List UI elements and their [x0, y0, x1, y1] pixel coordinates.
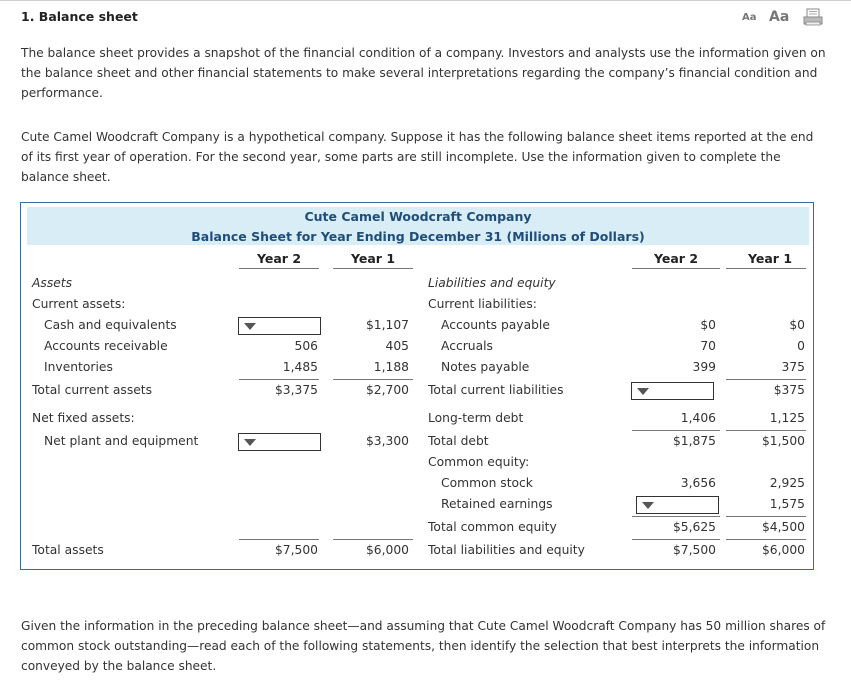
accounts-payable-year2: $0 [700, 318, 716, 332]
cash-year2-dropdown[interactable] [238, 317, 321, 335]
tcl-year1-rule [726, 379, 806, 380]
total-debt-year2: $1,875 [672, 434, 716, 448]
ta-year1-rule [333, 539, 413, 540]
td-year2-rule [632, 430, 720, 431]
cash-label: Cash and equivalents [44, 318, 177, 332]
plant-equipment-label: Net plant and equipment [44, 434, 199, 448]
current-assets-heading: Current assets: [32, 297, 126, 311]
intro-paragraph-1: The balance sheet provides a snapshot of the financial condition of a company. Investors and analysts use the information given on the balance sheet and other financial statements to make several interpretations regarding the company’s financial condition and performance. [21, 46, 826, 100]
chevron-down-icon [637, 388, 649, 395]
tce-year1-rule [726, 516, 806, 517]
total-current-liabilities-label: Total current liabilities [428, 383, 564, 397]
inventories-year1: 1,188 [373, 360, 409, 374]
notes-payable-year1: 375 [781, 360, 805, 374]
common-stock-year1: 2,925 [769, 476, 805, 490]
header-divider [0, 0, 851, 1]
receivables-label: Accounts receivable [44, 339, 168, 353]
accruals-year1: 0 [797, 339, 805, 353]
cash-year1: $1,107 [365, 318, 409, 332]
company-name: Cute Camel Woodcraft Company [304, 209, 532, 224]
font-size-large-button[interactable]: Aa [769, 9, 790, 25]
intro-paragraph-2: Cute Camel Woodcraft Company is a hypothetical company. Suppose it has the following balance sheet items reported at the end of its first year of operation. For the second year, some parts are still incomplete. Use the information given to complete the balance sheet. [21, 130, 814, 184]
total-liabilities-equity-label: Total liabilities and equity [428, 543, 585, 557]
tle-year2-rule [632, 539, 720, 540]
total-liabilities-equity-year2: $7,500 [672, 543, 716, 557]
total-debt-label: Total debt [428, 434, 489, 448]
accounts-payable-label: Accounts payable [441, 318, 550, 332]
notes-payable-year2: 399 [692, 360, 716, 374]
total-current-assets-label: Total current assets [32, 383, 153, 397]
left-col-year1-underline [333, 268, 413, 269]
question-title: 1. Balance sheet [21, 9, 138, 24]
retained-earnings-year1: 1,575 [769, 497, 805, 511]
chevron-down-icon [642, 502, 654, 509]
left-col-year1-header: Year 1 [350, 251, 396, 266]
assets-heading: Assets [32, 276, 73, 290]
total-debt-year1: $1,500 [761, 434, 805, 448]
plant-year1: $3,300 [365, 434, 409, 448]
right-col-year2-underline [632, 268, 720, 269]
right-col-year1-underline [726, 268, 806, 269]
total-assets-label: Total assets [32, 543, 104, 557]
current-liabilities-heading: Current liabilities: [428, 297, 537, 311]
tle-year1-rule [726, 539, 806, 540]
accounts-payable-year1: $0 [789, 318, 805, 332]
total-current-liabilities-year2-dropdown[interactable] [631, 382, 714, 400]
accruals-label: Accruals [441, 339, 493, 353]
sheet-period: Balance Sheet for Year Ending December 31 (Millions of Dollars) [191, 229, 645, 244]
long-term-debt-year2: 1,406 [680, 411, 716, 425]
liabilities-equity-heading: Liabilities and equity [428, 276, 556, 290]
chevron-down-icon [244, 323, 256, 330]
receivables-year1: 405 [385, 339, 409, 353]
td-year1-rule [726, 430, 806, 431]
total-assets-year2: $7,500 [274, 543, 318, 557]
retained-earnings-label: Retained earnings [441, 497, 553, 511]
printer-icon[interactable] [803, 8, 823, 26]
net-fixed-assets-heading: Net fixed assets: [32, 411, 135, 425]
inventories-label: Inventories [44, 360, 113, 374]
total-common-equity-year1: $4,500 [761, 520, 805, 534]
notes-payable-label: Notes payable [441, 360, 530, 374]
total-assets-year1: $6,000 [365, 543, 409, 557]
tca-year2-rule [239, 379, 319, 380]
font-size-small-button[interactable]: Aa [742, 12, 757, 23]
tca-year1-rule [333, 379, 413, 380]
inventories-year2: 1,485 [282, 360, 318, 374]
total-liabilities-equity-year1: $6,000 [761, 543, 805, 557]
long-term-debt-label: Long-term debt [428, 411, 524, 425]
long-term-debt-year1: 1,125 [769, 411, 805, 425]
total-current-assets-year2: $3,375 [274, 383, 318, 397]
chevron-down-icon [244, 439, 256, 446]
ta-year2-rule [239, 539, 319, 540]
retained-earnings-year2-dropdown[interactable] [636, 496, 719, 514]
followup-paragraph: Given the information in the preceding balance sheet—and assuming that Cute Camel Woodcraft Company has 50 million shares of common stock outstanding—read each of the following statements, then identify the selection that best interprets the information conveyed by the balance sheet. [21, 619, 826, 673]
total-current-assets-year1: $2,700 [365, 383, 409, 397]
left-col-year2-underline [239, 268, 319, 269]
common-stock-label: Common stock [441, 476, 533, 490]
plant-year2-dropdown[interactable] [238, 433, 321, 451]
right-col-year1-header: Year 1 [747, 251, 793, 266]
total-common-equity-year2: $5,625 [672, 520, 716, 534]
receivables-year2: 506 [294, 339, 318, 353]
accruals-year2: 70 [700, 339, 716, 353]
tce-year2-rule [632, 516, 720, 517]
total-common-equity-label: Total common equity [428, 520, 557, 534]
total-current-liabilities-year1: $375 [773, 383, 805, 397]
right-col-year2-header: Year 2 [653, 251, 699, 266]
common-stock-year2: 3,656 [680, 476, 716, 490]
left-col-year2-header: Year 2 [256, 251, 302, 266]
common-equity-heading: Common equity: [428, 455, 530, 469]
